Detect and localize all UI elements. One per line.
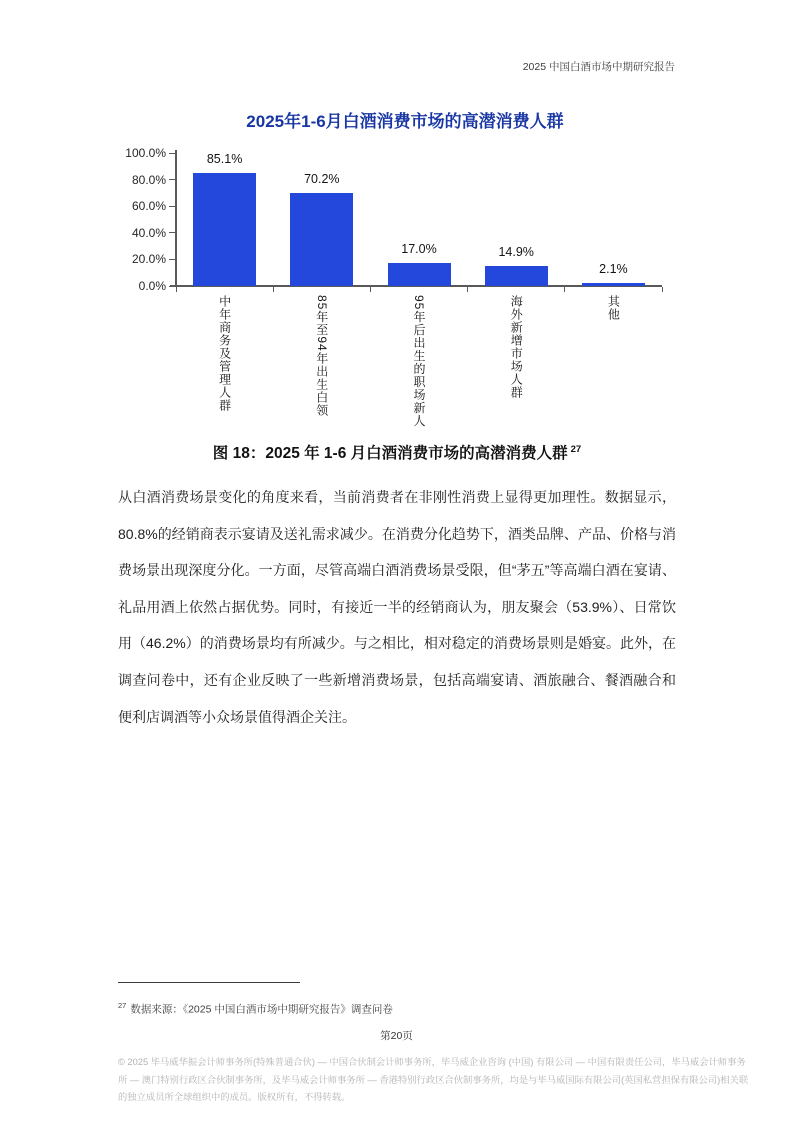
bar <box>388 263 451 286</box>
x-axis-line <box>170 285 662 287</box>
x-axis-tick <box>176 287 177 292</box>
x-category-label: 其他 <box>606 295 621 321</box>
copyright-notice <box>118 1054 749 1107</box>
footnote-separator <box>118 982 300 983</box>
y-axis-tick-label: 80.0% <box>131 172 166 187</box>
bar <box>290 193 353 286</box>
chart-title: 2025年1-6月白酒消费市场的高潜消费人群 <box>246 112 564 131</box>
figure-caption <box>118 441 676 463</box>
y-axis-tick <box>169 286 175 287</box>
y-axis-tick-label: 20.0% <box>131 252 166 267</box>
y-axis-tick <box>169 179 175 180</box>
x-category-label: 85年至94年出生白领 <box>314 295 329 417</box>
bar <box>582 283 645 286</box>
x-axis-tick <box>273 287 274 292</box>
x-category-label: 海外新增市场人群 <box>509 295 524 399</box>
y-axis-tick-label: 100.0% <box>125 146 166 160</box>
bar <box>193 173 256 286</box>
y-axis-line <box>175 150 177 287</box>
y-axis-tick <box>169 259 175 260</box>
body-paragraph: 从白酒消费场景变化的角度来看，当前消费者在非刚性消费上显得更加理性。数据显示，80.8%的经销商表示宴请及送礼需求减少。在消费分化趋势下，酒类品牌、产品、价格与消费场景出现深度分化。一方面，尽管高端白酒消费场景受限，但“茅五”等高端白酒在宴请、礼品用酒上依然占据优势。同时，有接近一半的经销商认为，朋友聚会（53.9%）、日常饮用（46.2%）的消费场景均有所减少。与之相比，相对稳定的消费场景则是婚宴。此外，在调查问卷中，还有企业反映了一些新增消费场景，包括高端宴请、酒旅融合、餐酒融合和便利店调酒等小众场景值得酒企关注。 <box>118 489 676 725</box>
bar-value-label: 17.0% <box>401 242 437 257</box>
y-axis-tick <box>169 232 175 233</box>
x-axis-tick <box>467 287 468 292</box>
y-axis-tick <box>169 206 175 207</box>
y-axis-tick-label: 40.0% <box>131 225 166 240</box>
copyright-line-1: © 2025 毕马威华振会计师事务所(特殊普通合伙) — 中国合伙制会计师事务所，毕马威企业咨询 (中国) 有限公司 — 中国有限责任公司，毕马威会计师事务 <box>118 1057 746 1067</box>
bar-value-label: 70.2% <box>304 171 340 186</box>
page-header-title: 2025 中国白酒市场中期研究报告 <box>522 61 675 73</box>
bar-value-label: 14.9% <box>498 245 534 260</box>
x-axis-tick <box>370 287 371 292</box>
bar-value-label: 2.1% <box>599 262 628 277</box>
y-axis-tick-label: 0.0% <box>138 279 166 293</box>
copyright-line-2: 所 — 澳门特别行政区合伙制事务所，及毕马威会计师事务所 — 香港特别行政区合伙制事务所，均是与毕马威国际有限公司(英国私营担保有限公司)相关联 <box>118 1074 749 1085</box>
x-category-label: 95年后出生的职场新人 <box>412 295 426 428</box>
footnote-text: 数据来源：《2025 中国白酒市场中期研究报告》调查问卷 <box>130 1003 393 1016</box>
x-axis-tick <box>564 287 565 292</box>
y-axis-tick <box>169 153 175 154</box>
x-axis-tick <box>662 287 663 292</box>
y-axis-tick-label: 60.0% <box>131 199 166 214</box>
bar <box>485 266 548 286</box>
footnote <box>118 1001 678 1017</box>
x-category-label: 中年商务及管理人群 <box>217 295 232 412</box>
footnote-marker: 27 <box>118 1001 127 1010</box>
page-number: 第20页 <box>380 1030 413 1042</box>
figure-caption-footnote-ref: 27 <box>570 443 582 455</box>
bar-value-label: 85.1% <box>206 151 243 166</box>
figure-caption-text: 图 18：2025 年 1-6 月白酒消费市场的高潜消费人群 <box>212 445 568 462</box>
copyright-line-3: 的独立成员所全球组织中的成员。版权所有，不得转载。 <box>118 1092 351 1102</box>
